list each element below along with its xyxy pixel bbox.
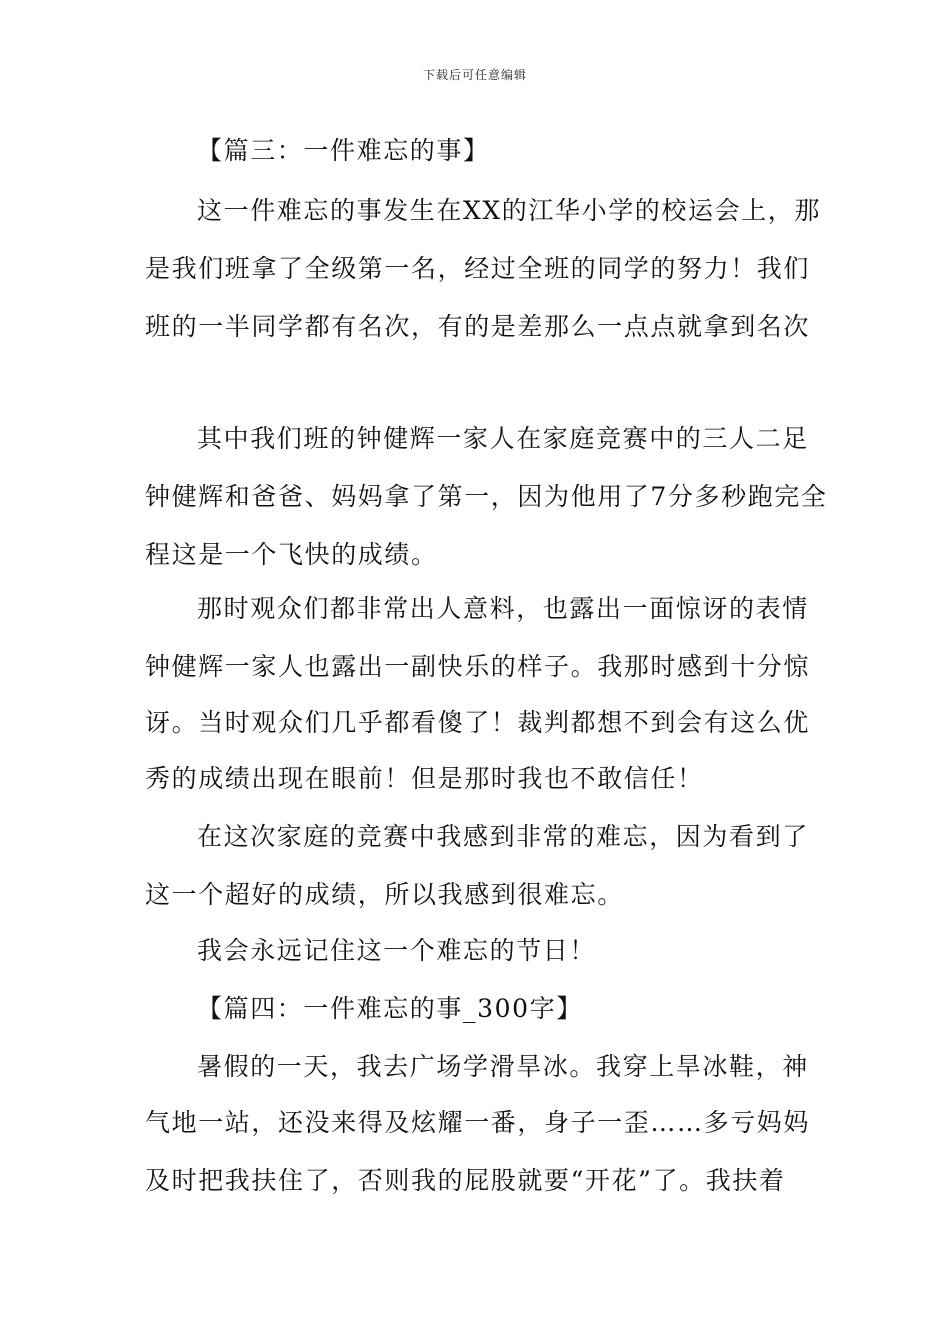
text-line: 这一件难忘的事发生在XX的江华小学的校运会上，那 — [197, 196, 821, 225]
text-line: 是我们班拿了全级第一名，经过全班的同学的努力！我们 — [145, 254, 811, 283]
section-title-3: 【篇三：一件难忘的事】 — [197, 136, 490, 165]
text-line: 秀的成绩出现在眼前！但是那时我也不敢信任！ — [145, 764, 704, 793]
section-title-4: 【篇四：一件难忘的事_300字】 — [197, 994, 583, 1023]
text-line: 讶。当时观众们几乎都看傻了！裁判都想不到会有这么优 — [145, 708, 811, 737]
text-line: 其中我们班的钟健辉一家人在家庭竞赛中的三人二足 — [197, 424, 809, 453]
text-line: 我会永远记住这一个难忘的节日！ — [197, 936, 597, 965]
text-line: 那时观众们都非常出人意料，也露出一面惊讶的表情 — [197, 594, 809, 623]
text-line: 及时把我扶住了，否则我的屁股就要“开花”了。我扶着 — [145, 1166, 786, 1195]
text-line: 在这次家庭的竞赛中我感到非常的难忘，因为看到了 — [197, 822, 809, 851]
text-line: 钟健辉和爸爸、妈妈拿了第一，因为他用了7分多秒跑完全 — [145, 482, 828, 511]
page-header-note: 下载后可任意编辑 — [422, 68, 527, 82]
text-line: 气地一站，还没来得及炫耀一番，身子一歪……多亏妈妈 — [145, 1108, 811, 1137]
text-line: 暑假的一天，我去广场学滑旱冰。我穿上旱冰鞋，神 — [197, 1052, 809, 1081]
text-line: 这一个超好的成绩，所以我感到很难忘。 — [145, 880, 624, 909]
text-line: 钟健辉一家人也露出一副快乐的样子。我那时感到十分惊 — [145, 652, 811, 681]
text-line: 班的一半同学都有名次，有的是差那么一点点就拿到名次 — [145, 312, 811, 341]
text-line: 程这是一个飞快的成绩。 — [145, 540, 438, 569]
